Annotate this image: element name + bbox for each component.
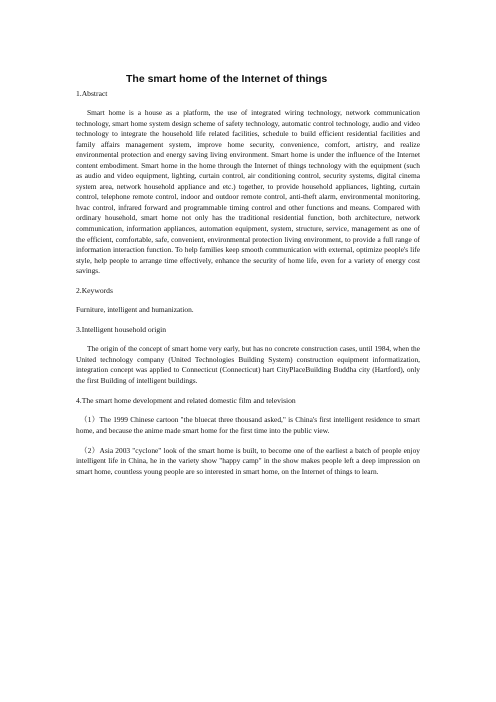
spacer bbox=[76, 296, 420, 305]
spacer bbox=[76, 315, 420, 325]
section-heading: 3.Intelligent household origin bbox=[76, 325, 167, 335]
spacer bbox=[76, 277, 420, 286]
origin-paragraph: The origin of the concept of smart home very early, but has no concrete construction cases, until 1984, when the United technology company (United Technologies Building System) construction equipment informatization, integration concept was applied to Connecticut (Connecticut) hart CityPlaceBuilding Buddha city (Hartford), only the first Building of intelligent buildings. bbox=[76, 344, 420, 385]
spacer bbox=[76, 335, 420, 344]
abstract-paragraph: Smart home is a house as a platform, the use of integrated wiring technology, network communication technology, smart home system design scheme of safety technology, automatic control technology, audio and video technology to integrate the household life related facilities, schedule to build efficient residential facilities and family affairs management system, improve home security, convenience, comfort, artistry, and realize environmental protection and energy saving living environment. Smart home is under the influence of the Internet content embodiment. Smart home in the home through the Internet of things technology with the equipment (such as audio and video equipment, lighting, curtain control, air conditioning control, security systems, digital cinema system area, network household appliance and etc.) together, to provide household appliances, lighting, curtain control, telephone remote control, indoor and outdoor remote control, anti-theft alarm, environmental monitoring, hvac control, infrared forward and programmable timing control and other functions and means. Compared with ordinary household, smart home not only has the traditional residential function, both architecture, network communication, information appliances, automation equipment, system, structure, service, management as one of the efficient, comfortable, safe, convenient, environmental protection living environment, to provide a full range of information interaction function. To help families keep smooth communication with external, optimize people's life style, help people to arrange time effectively, enhance the security of home life, even for a variety of energy cost savings. bbox=[76, 108, 420, 276]
development-item-1: （1）The 1999 Chinese cartoon "the bluecat three thousand asked," is China's first intelligent residence to smart home, and because the anime made smart home for the first time into the public view. bbox=[76, 415, 420, 436]
section-keywords bbox=[76, 286, 420, 316]
section-heading: 4.The smart home development and related domestic film and television bbox=[76, 396, 296, 406]
keywords-paragraph: Furniture, intelligent and humanization. bbox=[76, 304, 194, 314]
spacer bbox=[76, 406, 420, 415]
section-development bbox=[76, 396, 420, 477]
document-page bbox=[76, 72, 420, 477]
section-origin bbox=[76, 325, 420, 386]
development-item-2: （2）Asia 2003 "cyclone" look of the smart home is built, to become one of the earliest a batch of people enjoy intelligent life in China, he in the variety show "happy camp" in the show makes people left a deep impression on smart home, countless young people are so interested in smart home, on the Internet of things to learn. bbox=[76, 445, 420, 476]
section-abstract bbox=[76, 89, 420, 277]
section-heading: 1.Abstract bbox=[76, 89, 108, 98]
spacer bbox=[76, 437, 420, 446]
document-title: The smart home of the Internet of things bbox=[126, 73, 328, 85]
section-heading: 2.Keywords bbox=[76, 285, 113, 295]
spacer bbox=[76, 386, 420, 396]
spacer bbox=[76, 99, 420, 108]
